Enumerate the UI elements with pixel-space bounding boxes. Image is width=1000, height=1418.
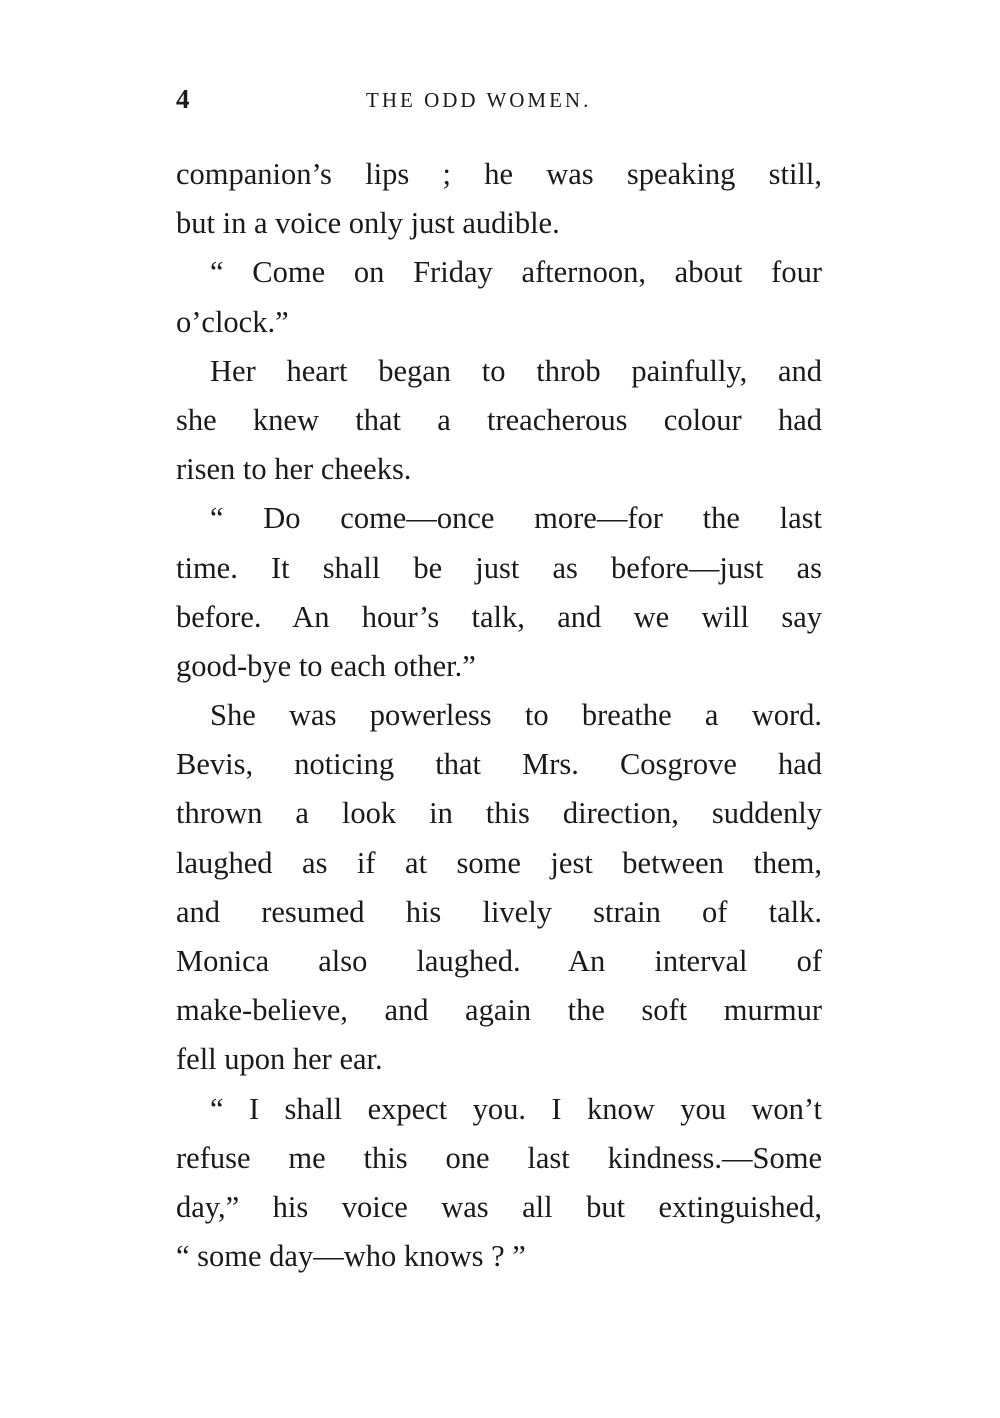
text-line: good-bye to each other.” xyxy=(176,648,476,683)
text-line: Her heart began to throb painfully, and xyxy=(210,353,822,388)
text-line: “ Do come—once more—for the last xyxy=(210,501,822,536)
text-line: she knew that a treacherous colour had xyxy=(176,402,822,437)
text-line: She was powerless to breathe a word. xyxy=(210,698,822,733)
text-line: day,” his voice was all but extinguished, xyxy=(176,1189,822,1224)
text-line: refuse me this one last kindness.—Some xyxy=(176,1140,822,1175)
text-line: fell upon her ear. xyxy=(176,1042,383,1077)
text-line: “ some day—who knows ? ” xyxy=(176,1239,526,1274)
page-header xyxy=(176,84,826,120)
text-line: “ Come on Friday afternoon, about four xyxy=(210,255,822,290)
text-line: laughed as if at some jest between them, xyxy=(176,845,822,880)
text-line: companion’s lips ; he was speaking still, xyxy=(176,157,822,191)
text-line: “ I shall expect you. I know you won’t xyxy=(210,1091,822,1126)
text-line: make-believe, and again the soft murmur xyxy=(176,993,822,1028)
text-line: but in a voice only just audible. xyxy=(176,206,560,241)
text-line: o’clock.” xyxy=(176,304,289,339)
text-line: and resumed his lively strain of talk. xyxy=(176,894,822,929)
running-title: THE ODD WOMEN. xyxy=(366,88,592,112)
text-line: risen to her cheeks. xyxy=(176,452,412,487)
text-line: before. An hour’s talk, and we will say xyxy=(176,599,822,634)
text-line: Monica also laughed. An interval of xyxy=(176,944,822,978)
text-line: time. It shall be just as before—just as xyxy=(176,550,822,585)
text-line: thrown a look in this direction, suddenly xyxy=(176,796,822,831)
page-number: 4 xyxy=(176,84,190,114)
body-text xyxy=(176,150,822,1281)
text-line: Bevis, noticing that Mrs. Cosgrove had xyxy=(176,747,822,782)
